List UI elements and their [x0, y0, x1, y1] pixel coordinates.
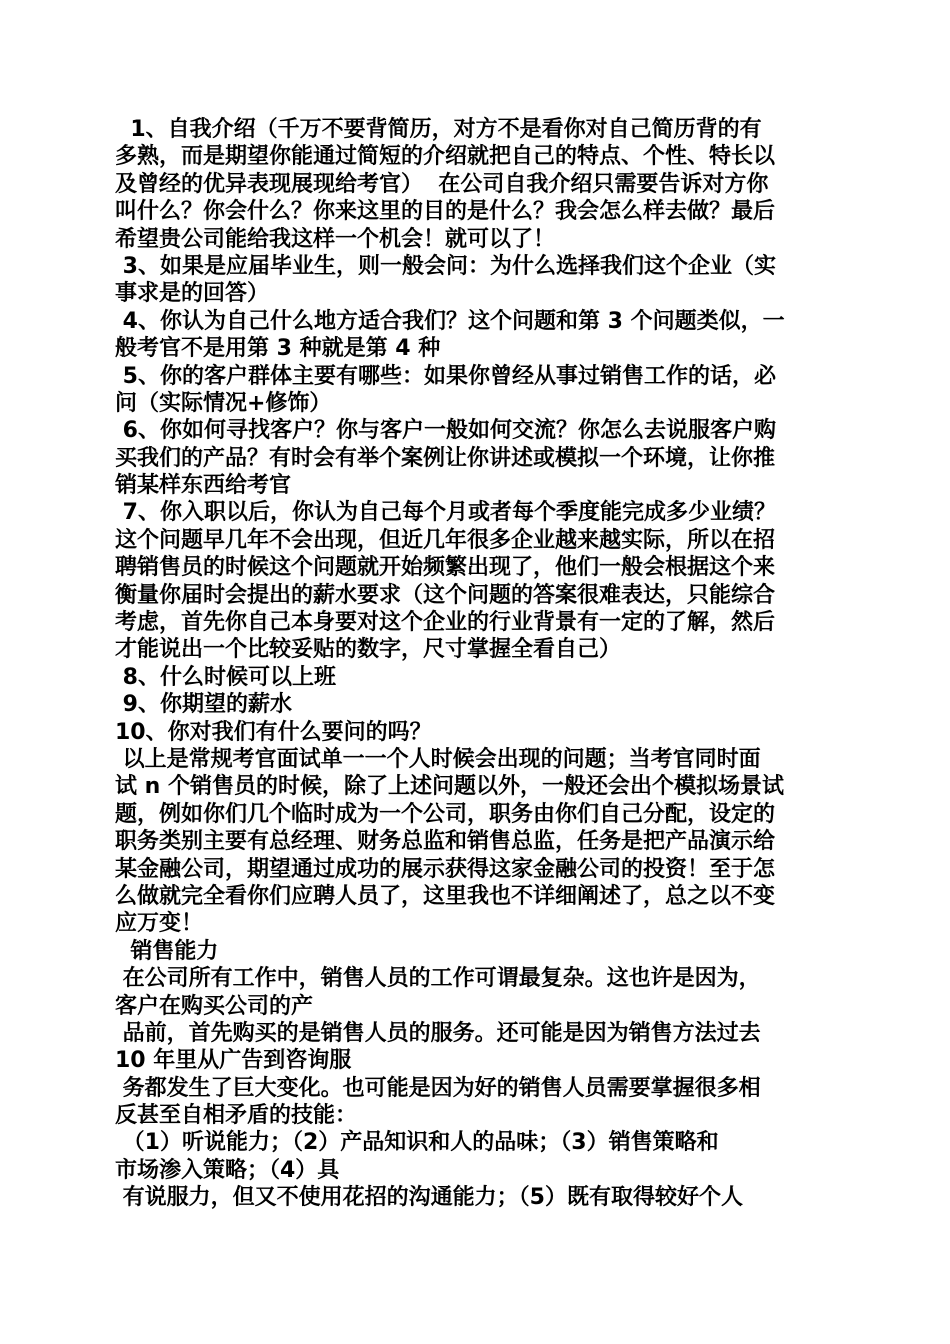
text-line: 试 n 个销售员的时候，除了上述问题以外，一般还会出个模拟场景试 — [115, 774, 784, 800]
text-line: 有说服力，但又不使用花招的沟通能力；（5）既有取得较好个人 — [115, 1185, 743, 1211]
text-line: 4、你认为自己什么地方适合我们？这个问题和第 3 个问题类似，一 — [115, 308, 785, 334]
text-line: 才能说出一个比较妥贴的数字，尺寸掌握全看自己） — [115, 637, 622, 663]
text-line: 销某样东西给考官 — [115, 473, 292, 499]
text-line: 5、你的客户群体主要有哪些：如果你曾经从事过销售工作的话，必 — [115, 363, 776, 389]
text-line: 职务类别主要有总经理、财务总监和销售总监，任务是把产品演示给 — [115, 829, 776, 855]
text-line: 在公司所有工作中，销售人员的工作可谓最复杂。这也许是因为， — [115, 966, 761, 992]
document-body — [115, 116, 835, 1212]
text-line: 某金融公司，期望通过成功的展示获得这家金融公司的投资！至于怎 — [115, 856, 776, 882]
text-line: 品前，首先购买的是销售人员的服务。还可能是因为销售方法过去 — [115, 1020, 761, 1046]
text-line: 10 年里从广告到咨询服 — [115, 1048, 352, 1074]
text-line: 3、如果是应届毕业生，则一般会问：为什么选择我们这个企业（实 — [115, 253, 776, 279]
text-line: 希望贵公司能给我这样一个机会！就可以了！ — [115, 226, 556, 252]
text-line: 6、你如何寻找客户？你与客户一般如何交流？你怎么去说服客户购 — [115, 418, 776, 444]
text-line: 么做就完全看你们应聘人员了，这里我也不详细阐述了，总之以不变 — [115, 883, 776, 909]
text-line: 市场渗入策略；（4）具 — [115, 1157, 340, 1183]
text-line: （1）听说能力；（2）产品知识和人的品味；（3）销售策略和 — [115, 1130, 719, 1156]
text-line: 聘销售员的时候这个问题就开始频繁出现了，他们一般会根据这个来 — [115, 555, 776, 581]
text-line: 买我们的产品？有时会有举个案例让你讲述或模拟一个环境，让你推 — [115, 445, 776, 471]
text-line: 多熟，而是期望你能通过简短的介绍就把自己的特点、个性、特长以 — [115, 144, 776, 170]
text-line: 客户在购买公司的产 — [115, 993, 314, 1019]
text-line: 这个问题早几年不会出现，但近几年很多企业越来越实际，所以在招 — [115, 527, 776, 553]
text-line: 9、你期望的薪水 — [115, 692, 292, 718]
text-line: 衡量你届时会提出的薪水要求（这个问题的答案很难表达，只能综合 — [115, 582, 776, 608]
text-line: 叫什么？你会什么？你来这里的目的是什么？我会怎么样去做？最后 — [115, 199, 776, 225]
text-line: 8、什么时候可以上班 — [115, 664, 336, 690]
text-line: 务都发生了巨大变化。也可能是因为好的销售人员需要掌握很多相 — [115, 1075, 761, 1101]
text-line: 以上是常规考官面试单一一个人时候会出现的问题；当考官同时面 — [115, 746, 761, 772]
text-line: 反甚至自相矛盾的技能： — [115, 1103, 358, 1129]
text-line: 10、你对我们有什么要问的吗？ — [115, 719, 432, 745]
text-line: 应万变！ — [115, 911, 204, 937]
text-line: 事求是的回答） — [115, 281, 270, 307]
text-line: 7、你入职以后，你认为自己每个月或者每个季度能完成多少业绩？ — [115, 500, 776, 526]
text-line: 及曾经的优异表现展现给考官） 在公司自我介绍只需要告诉对方你 — [115, 171, 769, 197]
text-line: 1、自我介绍（千万不要背简历，对方不是看你对自己简历背的有 — [115, 117, 762, 142]
text-line: 问（实际情况+修饰） — [115, 390, 332, 416]
text-line: 题，例如你们几个临时成为一个公司，职务由你们自己分配，设定的 — [115, 801, 776, 827]
text-line: 考虑，首先你自己本身要对这个企业的行业背景有一定的了解，然后 — [115, 610, 776, 636]
section-heading: 销售能力 — [115, 938, 219, 964]
text-line: 般考官不是用第 3 种就是第 4 种 — [115, 336, 441, 362]
